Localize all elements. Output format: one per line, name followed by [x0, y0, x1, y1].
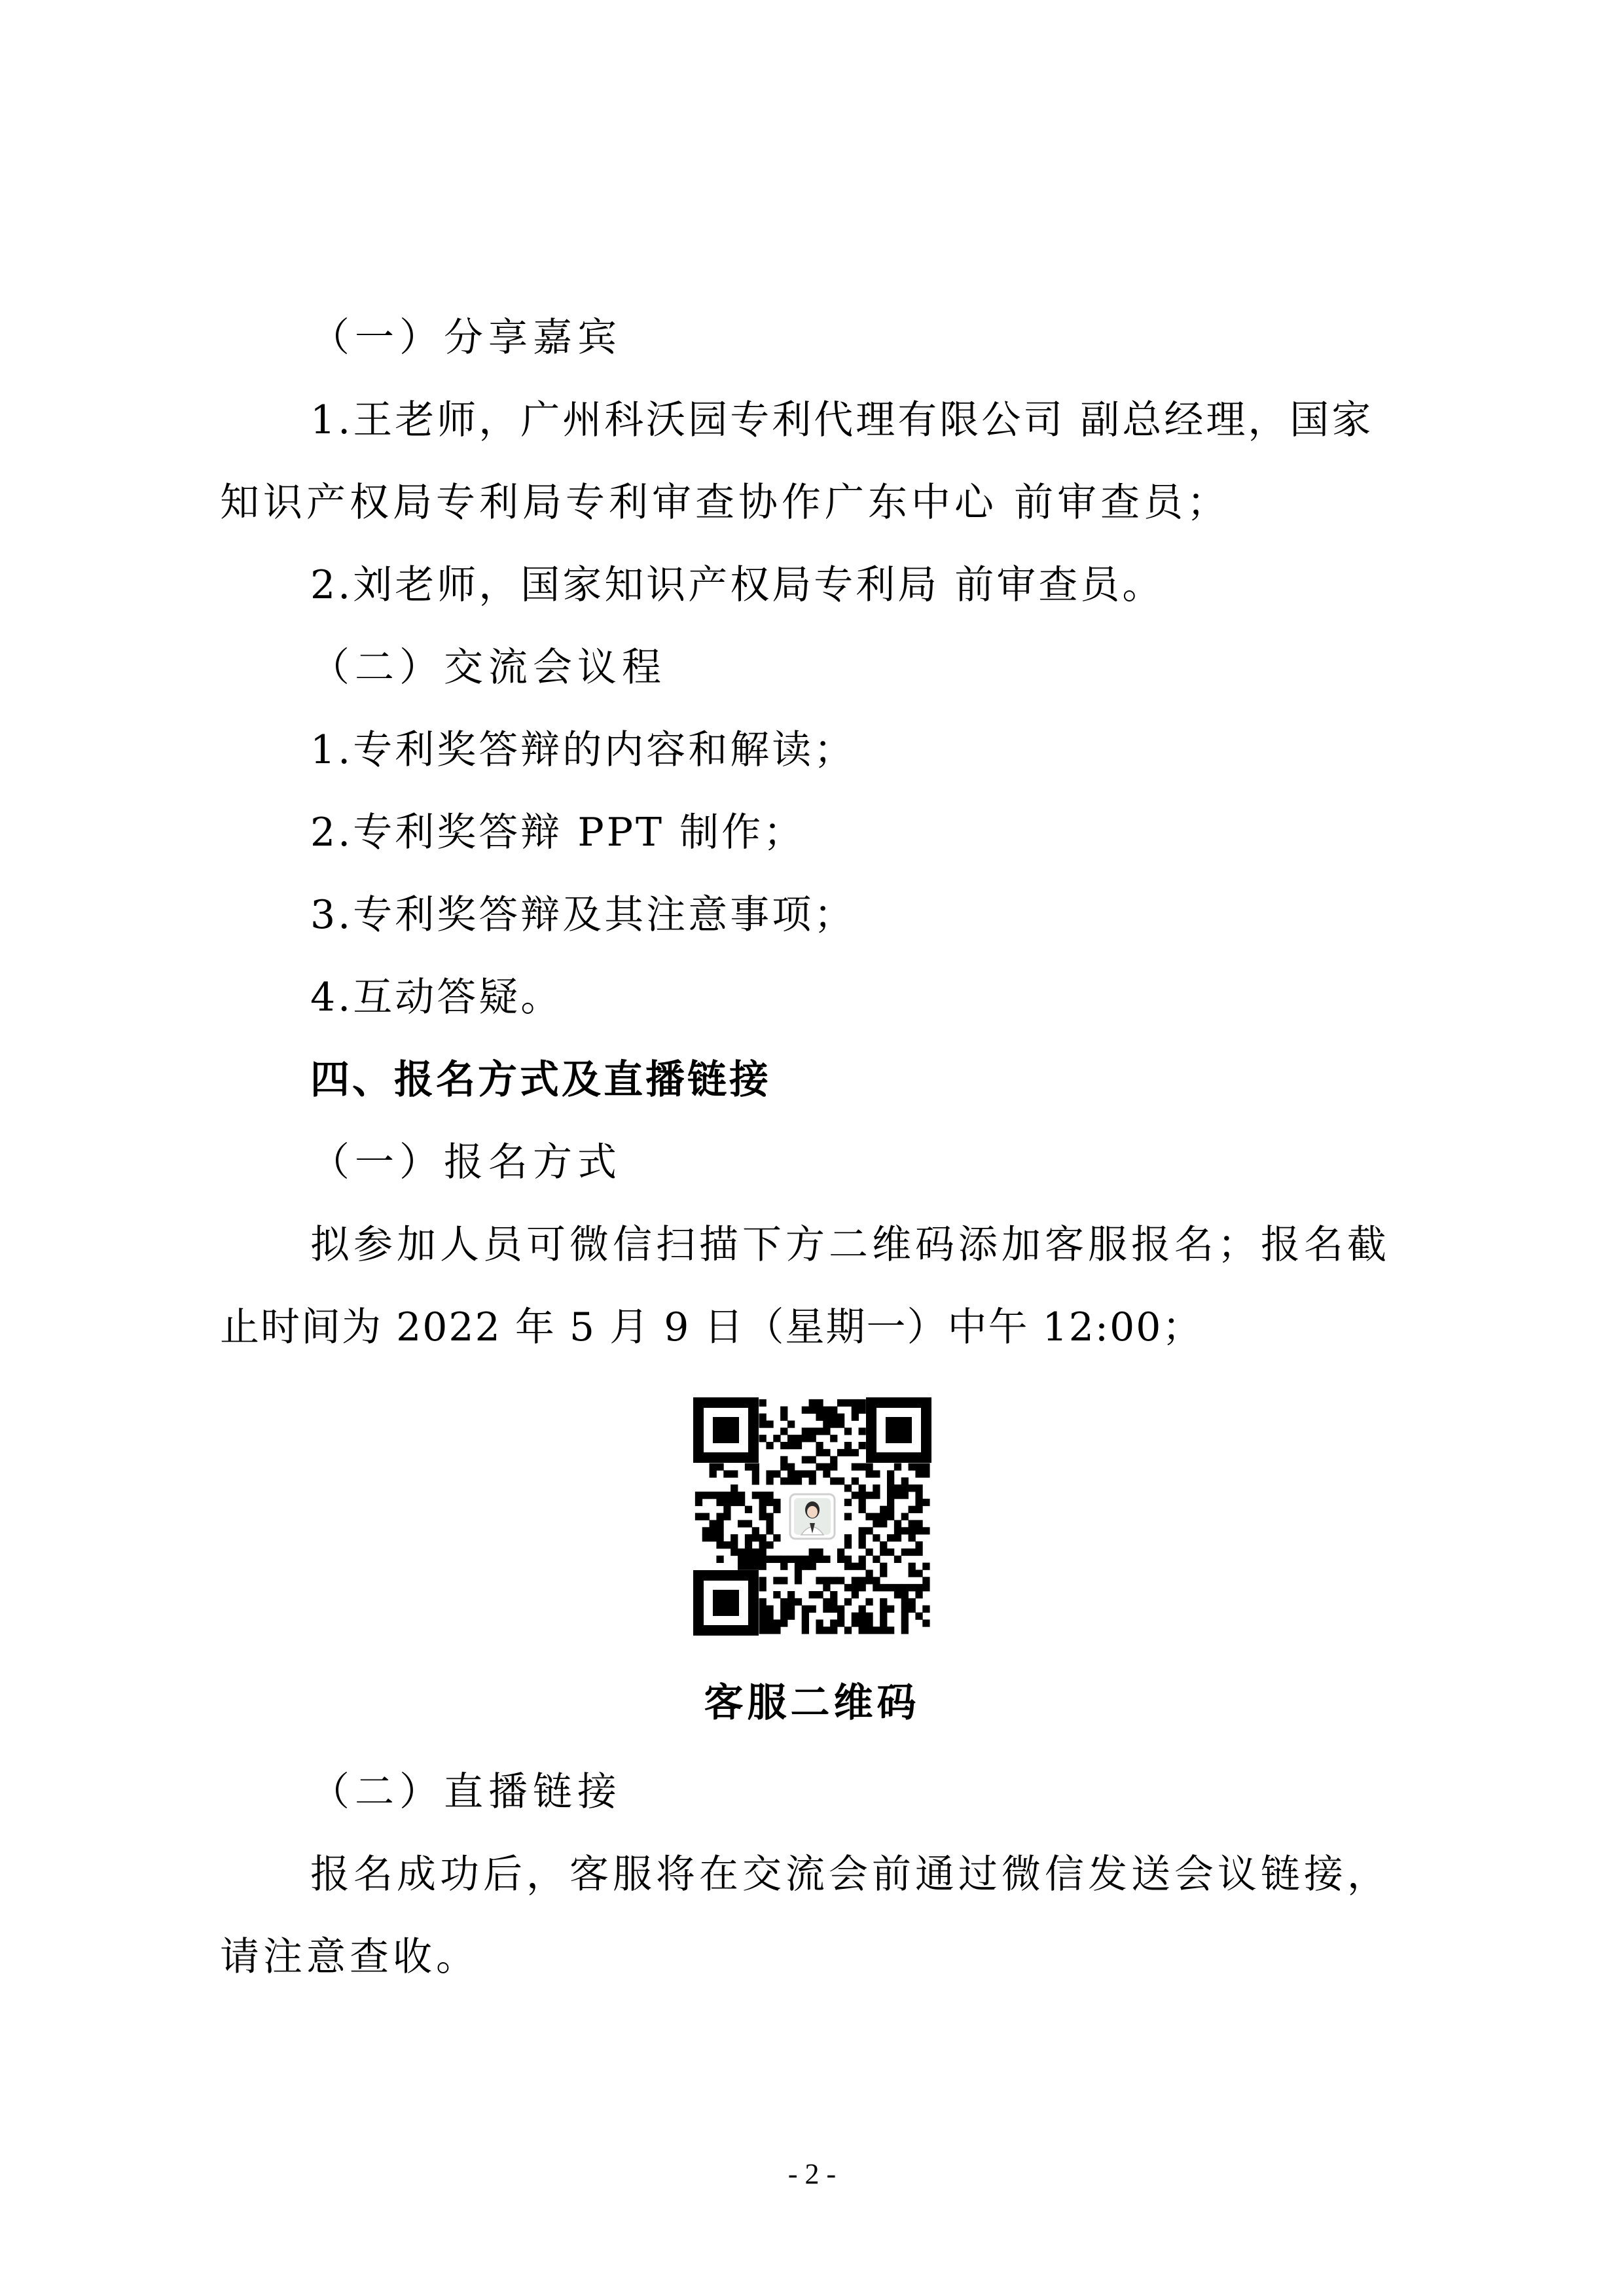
avatar [790, 1494, 835, 1539]
agenda-heading: （二）交流会议程 [310, 645, 666, 691]
agenda-item: 1.专利奖答辩的内容和解读； [310, 727, 856, 773]
agenda-item: 3.专利奖答辩及其注意事项； [310, 892, 856, 938]
qr-caption: 客服二维码 [704, 1680, 920, 1726]
section4-title: 四、报名方式及直播链接 [310, 1057, 771, 1103]
speakers-heading: （一）分享嘉宾 [310, 315, 622, 361]
registration-line1: 拟参加人员可微信扫描下方二维码添加客服报名；报名截 [310, 1222, 1390, 1268]
qr-code-icon [688, 1392, 937, 1641]
agenda-item: 2.专利奖答辩 PPT 制作； [310, 810, 806, 855]
agenda-item: 4.互动答疑。 [310, 975, 563, 1020]
live-line2: 请注意查收。 [220, 1934, 479, 1980]
live-heading: （二）直播链接 [310, 1769, 622, 1815]
page-number: - 2 - [787, 2158, 837, 2190]
registration-heading: （一）报名方式 [310, 1139, 622, 1185]
speaker1-line2: 知识产权局专利局专利审查协作广东中心 前审查员； [220, 480, 1231, 526]
speaker1-line1: 1.王老师，广州科沃园专利代理有限公司 副总经理，国家 [310, 397, 1374, 443]
live-line1: 报名成功后，客服将在交流会前通过微信发送会议链接， [310, 1852, 1390, 1897]
registration-line2: 止时间为 2022 年 5 月 9 日（星期一）中午 12:00； [220, 1304, 1203, 1350]
speaker2-line: 2.刘老师，国家知识产权局专利局 前审查员。 [310, 562, 1164, 608]
